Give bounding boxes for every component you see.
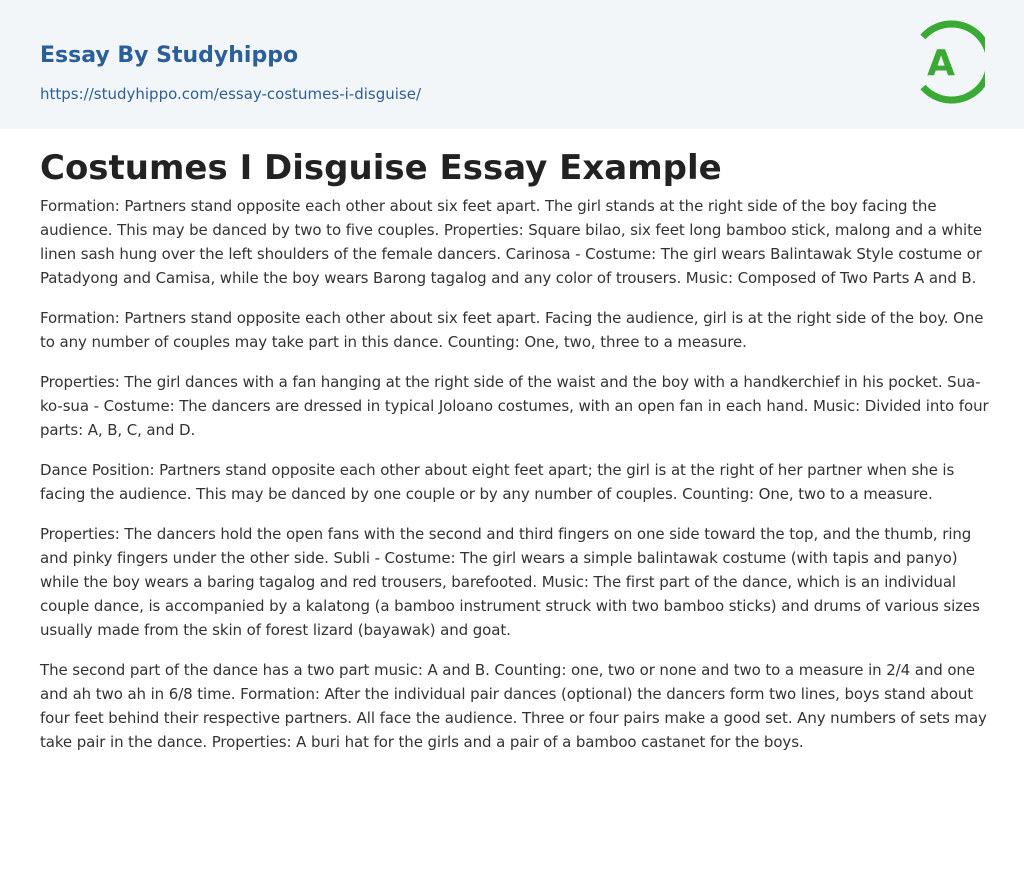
essay-paragraph: Properties: The dancers hold the open fans with the second and third fingers on one side toward the top, and the thumb, ring and pinky fingers under the other side. Subli - Costume: The girl wears a simple balintawak costume (with tapis and panyo) while the boy wears a baring tagalog and red trousers, barefooted. Music: The first part of the dance, which is an individual couple dance, is accompanied by a kalatong (a bamboo instrument struck with two bamboo sticks) and drums of various sizes usually made from the skin of forest lizard (bayawak) and goat. — [40, 525, 980, 639]
site-brand[interactable]: Essay By Studyhippo — [40, 43, 299, 68]
essay-paragraph: Formation: Partners stand opposite each other about six feet apart. The girl stands at the right side of the boy facing the audience. This may be danced by two to five couples. Properties: Square bilao, six feet long bamboo stick, malong and a white linen sash hung over the left shoulders of the female dancers. Carinosa - Costume: The girl wears Balintawak Style costume or Patadyong and Camisa, while the boy wears Barong tagalog and any color of trousers. Music: Composed of Two Parts A and B. — [40, 197, 982, 287]
site-header — [0, 0, 1024, 129]
essay-paragraph: Dance Position: Partners stand opposite each other about eight feet apart; the girl is at the right of her partner when she is facing the audience. This may be danced by one couple or by any number of couples. Counting: One, two to a measure. — [40, 461, 955, 503]
logo-letter: A — [927, 43, 955, 84]
essay-paragraph: Properties: The girl dances with a fan hanging at the right side of the waist and the boy with a handkerchief in his pocket. Sua-ko-sua - Costume: The dancers are dressed in typical Joloano costumes, with an open fan in each hand. Music: Divided into four parts: A, B, C, and D. — [40, 373, 989, 439]
essay-body — [40, 194, 990, 770]
studyhippo-a-logo-icon[interactable] — [913, 19, 985, 105]
essay-paragraph: Formation: Partners stand opposite each other about six feet apart. Facing the audience, girl is at the right side of the boy. One to any number of couples may take part in this dance. Counting: One, two, three to a measure. — [40, 309, 984, 351]
page-title: Costumes I Disguise Essay Example — [40, 148, 722, 188]
essay-url-link[interactable]: https://studyhippo.com/essay-costumes-i-disguise/ — [40, 85, 422, 103]
essay-paragraph: The second part of the dance has a two part music: A and B. Counting: one, two or none and two to a measure in 2/4 and one and ah two ah in 6/8 time. Formation: After the individual pair dances (optional) the dancers form two lines, boys stand about four feet behind their respective partners. All face the audience. Three or four pairs make a good set. Any numbers of sets may take pair in the dance. Properties: A buri hat for the girls and a pair of a bamboo castanet for the boys. — [40, 661, 987, 751]
